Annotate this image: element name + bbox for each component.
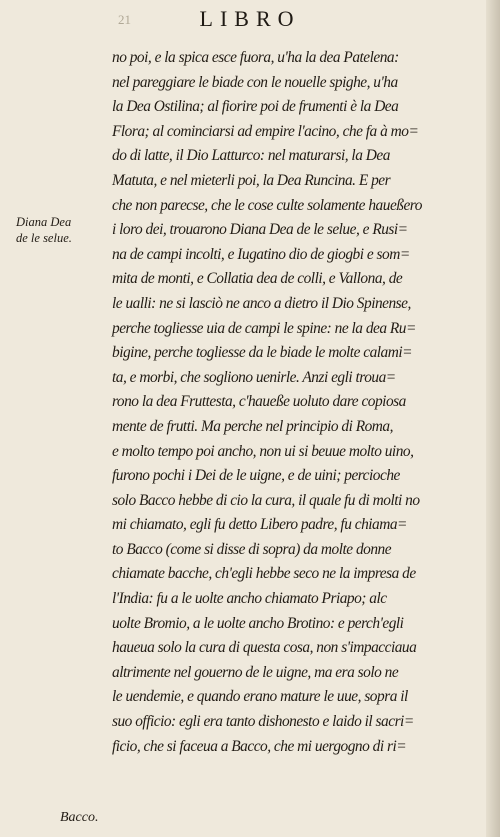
text-line: le uendemie, e quando erano mature le uue, sopra il — [112, 688, 408, 706]
text-line: haueua solo la cura di questa cosa, non s'impacciaua — [112, 639, 417, 657]
text-line: suo officio: egli era tanto dishonesto e laido il sacri= — [112, 713, 414, 731]
marginal-note-bacco: Bacco. — [60, 810, 99, 825]
text-line: le ualli: ne si lasciò ne anco a dietro il Dio Spinense, — [112, 294, 411, 312]
marginal-note-diana: Diana Dea — [16, 215, 72, 229]
text-line: ficio, che si faceua a Bacco, che mi uergogno di ri= — [112, 737, 407, 755]
running-header: LIBRO — [199, 6, 301, 31]
text-line: la Dea Ostilina; al fiorire poi de frumenti è la Dea — [112, 98, 399, 116]
text-line: no poi, e la spica esce fuora, u'ha la dea Patelena: — [112, 49, 399, 66]
text-line: solo Bacco hebbe di cio la cura, il quale fu di molti no — [112, 491, 420, 509]
text-line: che non parесse, che le cose culte solamente haueßero — [112, 196, 422, 214]
text-line: ta, e morbi, che sogliono uenirle. Anzi egli troua= — [112, 368, 396, 386]
folio-number: 21 — [118, 12, 131, 27]
text-line: perche togliesse uia de campi le spine: ne la dea Ru= — [112, 319, 416, 337]
text-line: rono la dea Fruttesta, c'haueße uoluto dare copiosa — [112, 393, 406, 411]
text-line: bigine, perche togliesse da le biade le molte calami= — [112, 344, 413, 362]
text-line: chiamate bacche, ch'egli hebbe seco ne la impresa de — [112, 565, 416, 583]
text-line: i loro dei, trouarono Diana Dea de le selue, e Rusi= — [112, 221, 408, 239]
text-line: mente de frutti. Ma perche nel principio di Roma, — [112, 417, 393, 435]
text-line: l'India: fu a le uolte ancho chiamato Priapo; alc — [112, 590, 387, 608]
text-line: mi chiamato, egli fu detto Libero padre, fu chiama= — [112, 516, 407, 534]
marginal-note-diana-cont: de le selue. — [16, 231, 72, 245]
text-line: uolte Bromio, a le uolte ancho Brotino: e perch'egli — [112, 614, 404, 632]
text-line: e molto tempo poi ancho, non ui si beuue molto uino, — [112, 442, 414, 460]
text-line: Matuta, e nel mieterli poi, la Dea Runcina. E per — [112, 171, 391, 189]
body-text — [112, 46, 492, 759]
text-line: do di latte, il Dio Latturco: nel maturarsi, la Dea — [112, 147, 390, 165]
text-line: furono pochi i Dei de le uigne, e de uini; percioche — [112, 467, 400, 485]
text-line: mita de monti, e Collatia dea de colli, e Vallona, de — [112, 270, 403, 288]
text-line: to Bacco (come si disse di sopra) da molte donne — [112, 540, 392, 558]
text-line: altrimente nel gouerno de le uigne, ma era solo ne — [112, 663, 399, 681]
text-line: nel pareggiare le biade con le nouelle spighe, u'ha — [112, 73, 398, 91]
text-line: Flora; al cominciarsi ad empire l'acino, che fa à mo= — [112, 122, 419, 140]
text-line: na de campi incolti, e Iugatino dio de giogbi e som= — [112, 245, 410, 263]
